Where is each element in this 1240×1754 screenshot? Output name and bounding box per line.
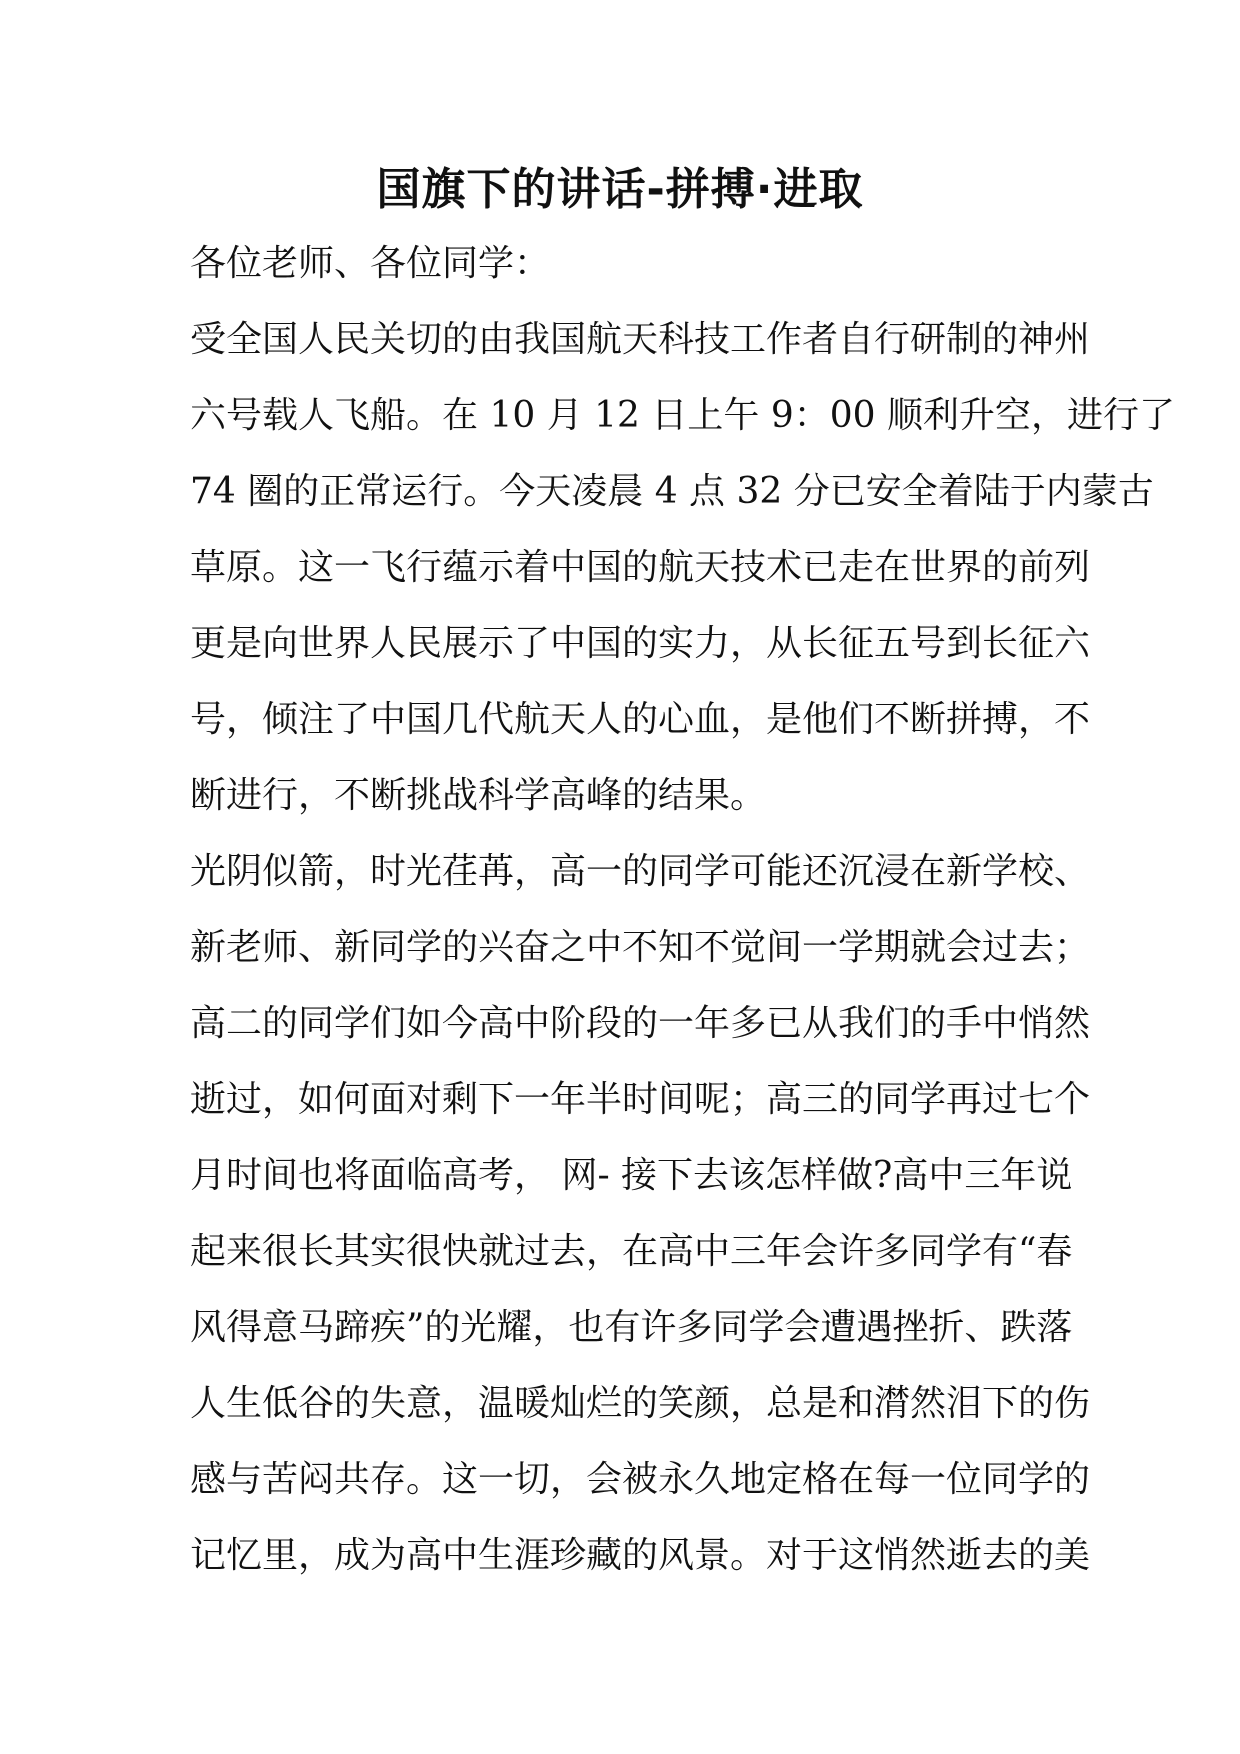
paragraph-line: 光阴似箭，时光荏苒，高一的同学可能还沉浸在新学校、 (190, 851, 1091, 892)
paragraph-line: 六号载人飞船。在 10 月 12 日上午 9：00 顺利升空，进行了 (190, 395, 1175, 436)
paragraph-line: 人生低谷的失意，温暖灿烂的笑颜，总是和潸然泪下的伤 (190, 1383, 1091, 1424)
paragraph-line: 新老师、新同学的兴奋之中不知不觉间一学期就会过去； (190, 927, 1091, 968)
paragraph-line: 更是向世界人民展示了中国的实力，从长征五号到长征六 (190, 623, 1091, 664)
paragraph-line: 74 圈的正常运行。今天凌晨 4 点 32 分已安全着陆于内蒙古 (190, 471, 1154, 512)
paragraph-line: 起来很长其实很快就过去，在高中三年会许多同学有“春 (190, 1231, 1073, 1272)
paragraph-line: 高二的同学们如今高中阶段的一年多已从我们的手中悄然 (190, 1003, 1091, 1044)
paragraph-line: 记忆里，成为高中生涯珍藏的风景。对于这悄然逝去的美 (190, 1535, 1091, 1576)
paragraph-line: 感与苦闷共存。这一切，会被永久地定格在每一位同学的 (190, 1459, 1091, 1500)
paragraph-line: 草原。这一飞行蕴示着中国的航天技术已走在世界的前列 (190, 547, 1091, 588)
salutation-line: 各位老师、各位同学： (190, 243, 551, 284)
paragraph-line: 号，倾注了中国几代航天人的心血，是他们不断拼搏，不 (190, 699, 1091, 740)
paragraph-line: 逝过，如何面对剩下一年半时间呢；高三的同学再过七个 (190, 1079, 1091, 1120)
paragraph-line: 受全国人民关切的由我国航天科技工作者自行研制的神州 (190, 319, 1091, 360)
paragraph-line: 风得意马蹄疾”的光耀，也有许多同学会遭遇挫折、跌落 (190, 1307, 1073, 1348)
paragraph-line: 断进行，不断挑战科学高峰的结果。 (190, 775, 767, 816)
paragraph-line: 月时间也将面临高考， 网- 接下去该怎样做?高中三年说 (190, 1155, 1073, 1196)
page-title: 国旗下的讲话-拼搏·进取 (376, 164, 864, 215)
